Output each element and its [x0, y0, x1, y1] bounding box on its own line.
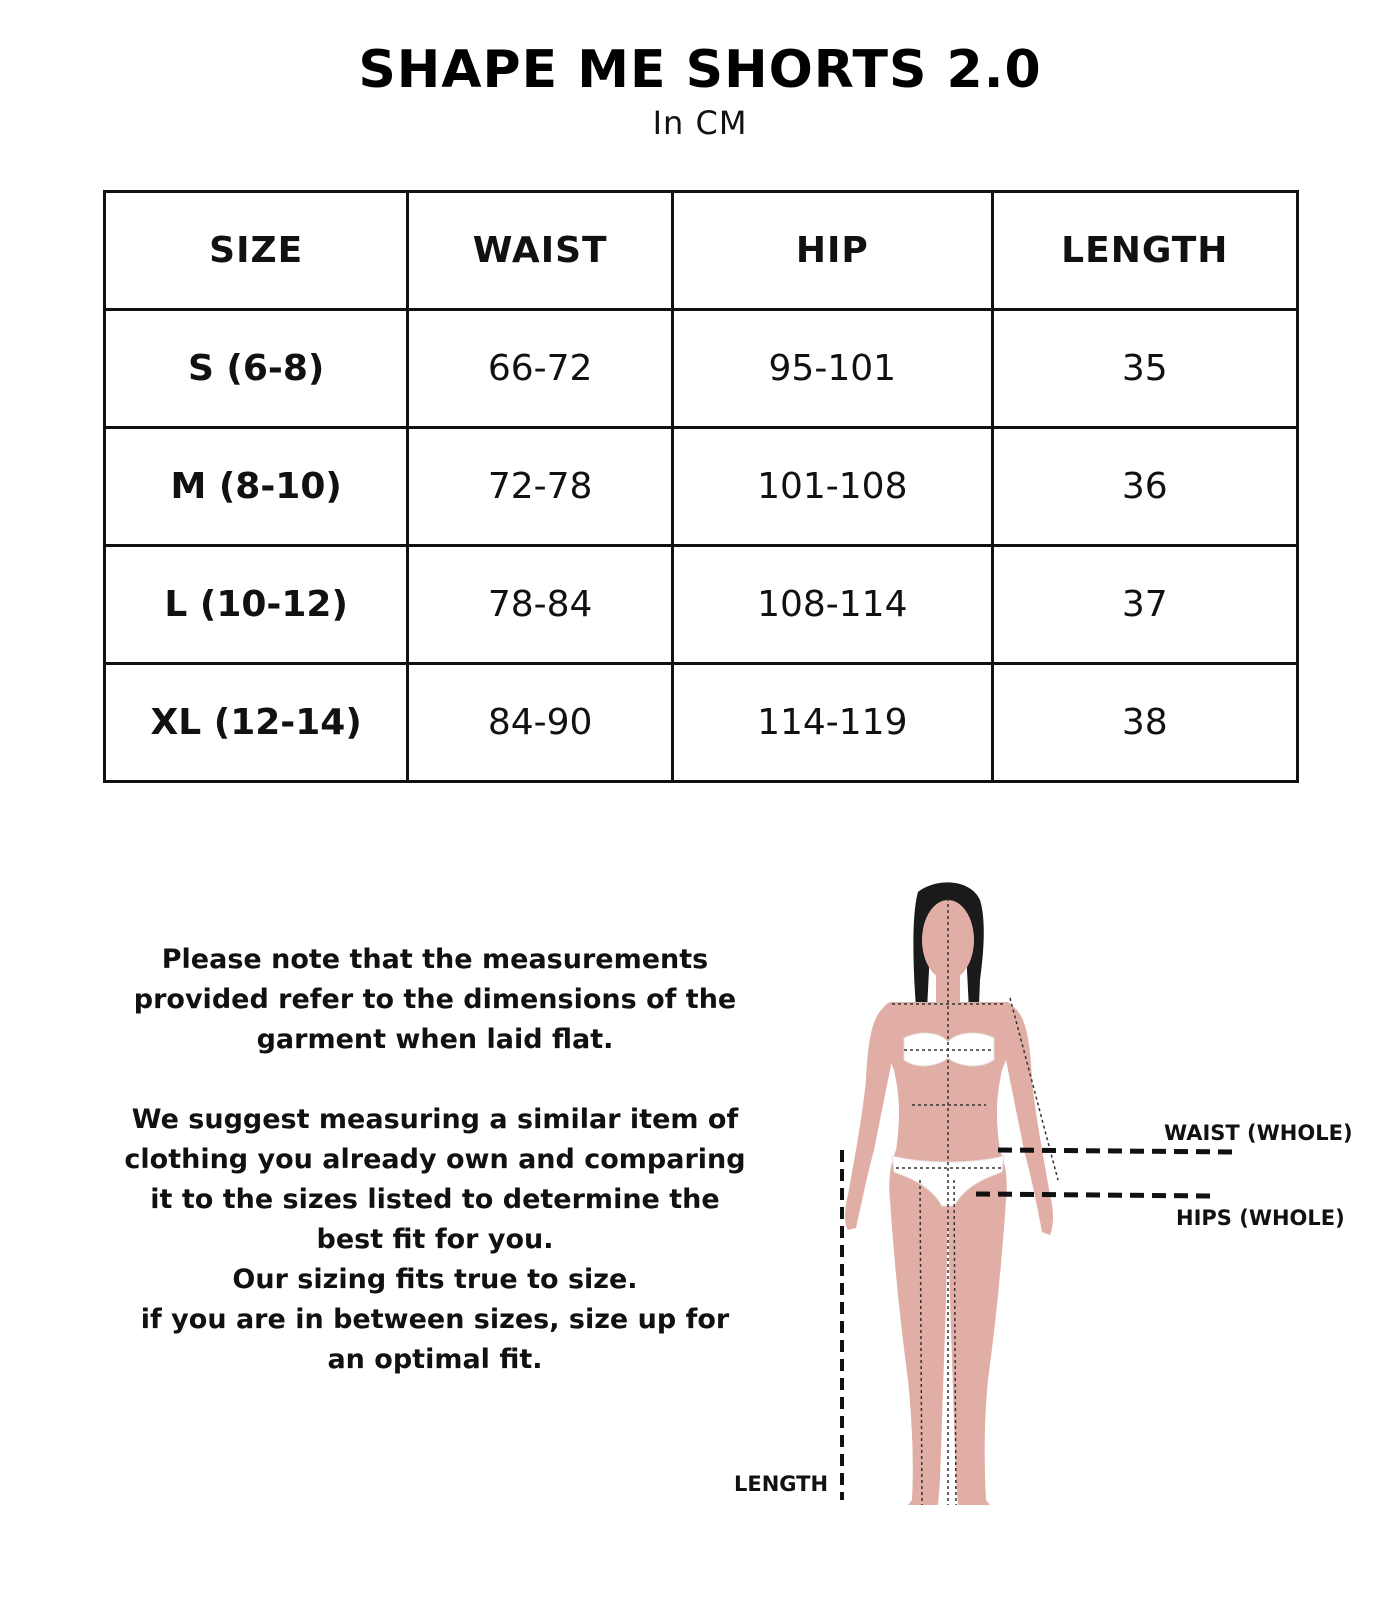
- column-header-hip: HIP: [672, 192, 992, 310]
- size-cell: M (8-10): [105, 428, 408, 546]
- hips-label: HIPS (WHOLE): [1176, 1206, 1345, 1230]
- hip-cell: 108-114: [672, 546, 992, 664]
- hips-measure-line: [976, 1194, 1214, 1196]
- hip-cell: 101-108: [672, 428, 992, 546]
- unit-subtitle: In CM: [652, 104, 748, 142]
- hip-cell: 95-101: [672, 310, 992, 428]
- waist-cell: 78-84: [408, 546, 673, 664]
- waist-cell: 72-78: [408, 428, 673, 546]
- note-line: if you are in between sizes, size up for an optimal fit.: [140, 1304, 730, 1375]
- note-line: Our sizing fits true to size.: [232, 1264, 638, 1295]
- size-cell: XL (12-14): [105, 664, 408, 782]
- size-cell: S (6-8): [105, 310, 408, 428]
- length-cell: 36: [992, 428, 1297, 546]
- waist-cell: 84-90: [408, 664, 673, 782]
- length-label: LENGTH: [734, 1472, 829, 1496]
- column-header-waist: WAIST: [408, 192, 673, 310]
- length-cell: 37: [992, 546, 1297, 664]
- size-chart-table: [103, 190, 1299, 783]
- note-paragraph-laid-flat: Please note that the measurements provided refer to the dimensions of the garment when laid flat.: [133, 944, 737, 1055]
- table-row: [105, 428, 1298, 546]
- right-arm-shape: [1002, 1004, 1053, 1235]
- table-row: [105, 546, 1298, 664]
- table-row: [105, 664, 1298, 782]
- waist-measure-line: [998, 1150, 1236, 1152]
- page-title: SHAPE ME SHORTS 2.0: [358, 40, 1042, 100]
- waist-label: WAIST (WHOLE): [1164, 1121, 1353, 1145]
- table-row: [105, 310, 1298, 428]
- column-header-size: SIZE: [105, 192, 408, 310]
- column-header-length: LENGTH: [992, 192, 1297, 310]
- table-header-row: [105, 192, 1298, 310]
- size-cell: L (10-12): [105, 546, 408, 664]
- left-arm-shape: [845, 1004, 896, 1230]
- note-line: We suggest measuring a similar item of clothing you already own and comparing it to the sizes listed to determine the best fit for you.: [124, 1104, 746, 1255]
- length-cell: 38: [992, 664, 1297, 782]
- length-cell: 35: [992, 310, 1297, 428]
- waist-cell: 66-72: [408, 310, 673, 428]
- note-paragraph-suggestion: [120, 1100, 750, 1380]
- sizing-note: [120, 940, 750, 1380]
- measurement-figure: [734, 880, 1400, 1560]
- hip-cell: 114-119: [672, 664, 992, 782]
